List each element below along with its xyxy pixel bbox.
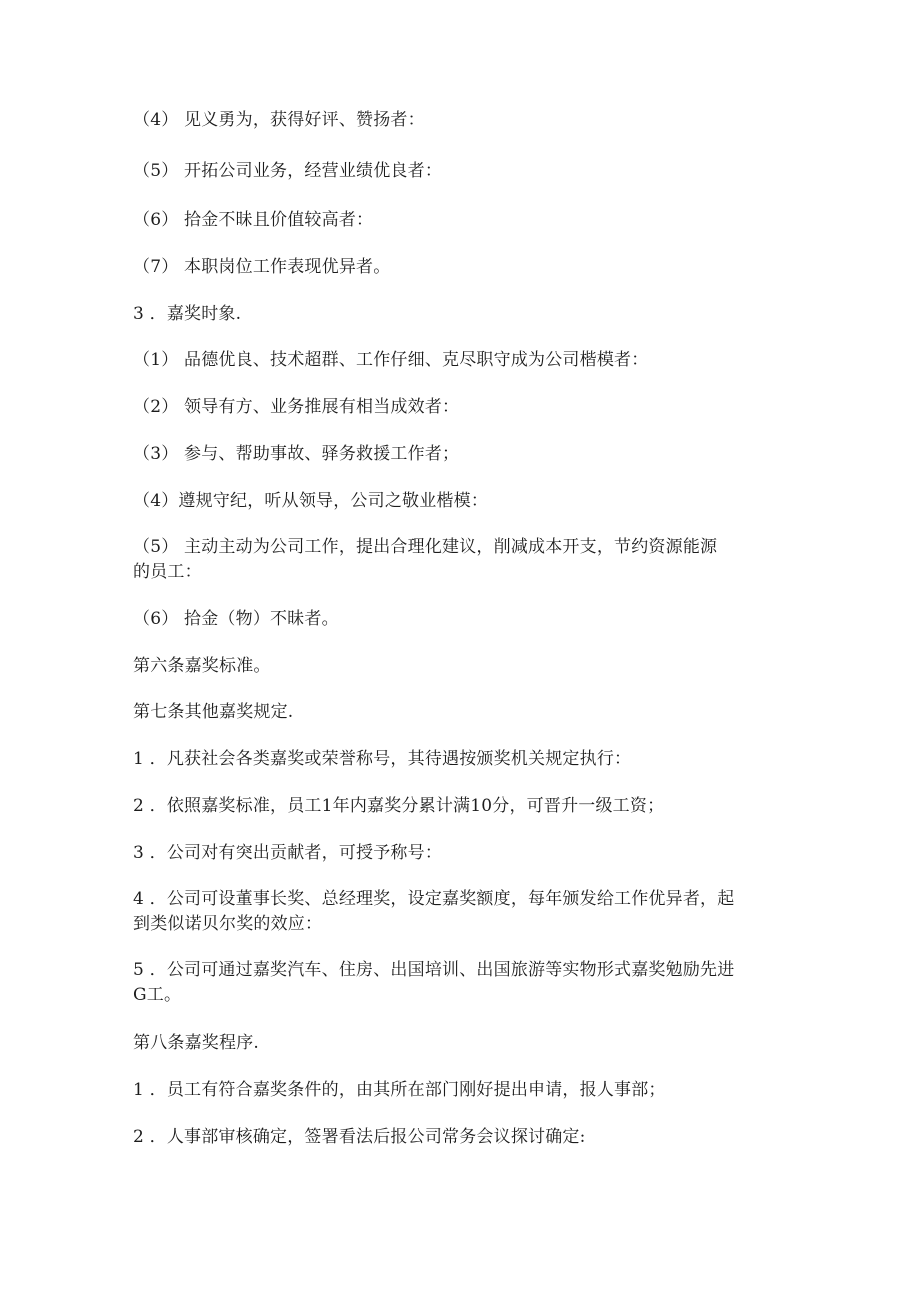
text-line: 第六条嘉奖标准。 (133, 656, 271, 676)
text-line: G工。 (133, 985, 182, 1005)
text-line: 1 ．员工有符合嘉奖条件的，由其所在部门刚好提出申请，报人事部； (133, 1080, 666, 1100)
text-line: （4） 见义勇为，获得好评、赞扬者： (133, 110, 425, 130)
text-line: （5） 开拓公司业务，经营业绩优良者： (133, 161, 443, 181)
text-line: 2 ．人事部审核确定，签署看法后报公司常务会议探讨确定: (133, 1127, 586, 1147)
text-line: （5） 主动主动为公司工作，提出合理化建议，削减成本开支，节约资源能源 (133, 537, 718, 557)
text-line: （3） 参与、帮助事故、驿务救援工作者； (133, 444, 460, 464)
text-line: （4）遵规守纪，听从领导，公司之敬业楷模： (133, 491, 489, 511)
text-line: 到类似诺贝尔奖的效应： (133, 914, 323, 934)
text-line: 第八条嘉奖程序. (133, 1033, 260, 1053)
text-line: （6） 拾金（物）不昧者。 (133, 609, 339, 629)
text-line: （2） 领导有方、业务推展有相当成效者： (133, 397, 460, 417)
text-line: 3 ．嘉奖时象. (133, 304, 242, 324)
text-line: （6） 拾金不昧且价值较高者： (133, 210, 374, 230)
text-line: 第七条其他嘉奖规定. (133, 702, 294, 722)
text-line: 4 ．公司可设董事长奖、总经理奖，设定嘉奖额度，每年颁发给工作优异者，起 (133, 889, 735, 909)
text-line: 的员工： (133, 562, 202, 582)
text-line: 1 ．凡获社会各类嘉奖或荣誉称号，其待遇按颁奖机关规定执行： (133, 749, 632, 769)
text-line: 3 ．公司对有突出贡献者，可授予称号： (133, 843, 443, 863)
text-line: （7） 本职岗位工作表现优异者。 (133, 257, 391, 277)
text-line: 5 ．公司可通过嘉奖汽车、住房、出国培训、出国旅游等实物形式嘉奖勉励先进 (133, 960, 735, 980)
text-line: （1） 品德优良、技术超群、工作仔细、克尽职守成为公司楷模者： (133, 350, 649, 370)
text-line: 2 ．依照嘉奖标准，员工1年内嘉奖分累计满10分，可晋升一级工资； (133, 796, 665, 816)
